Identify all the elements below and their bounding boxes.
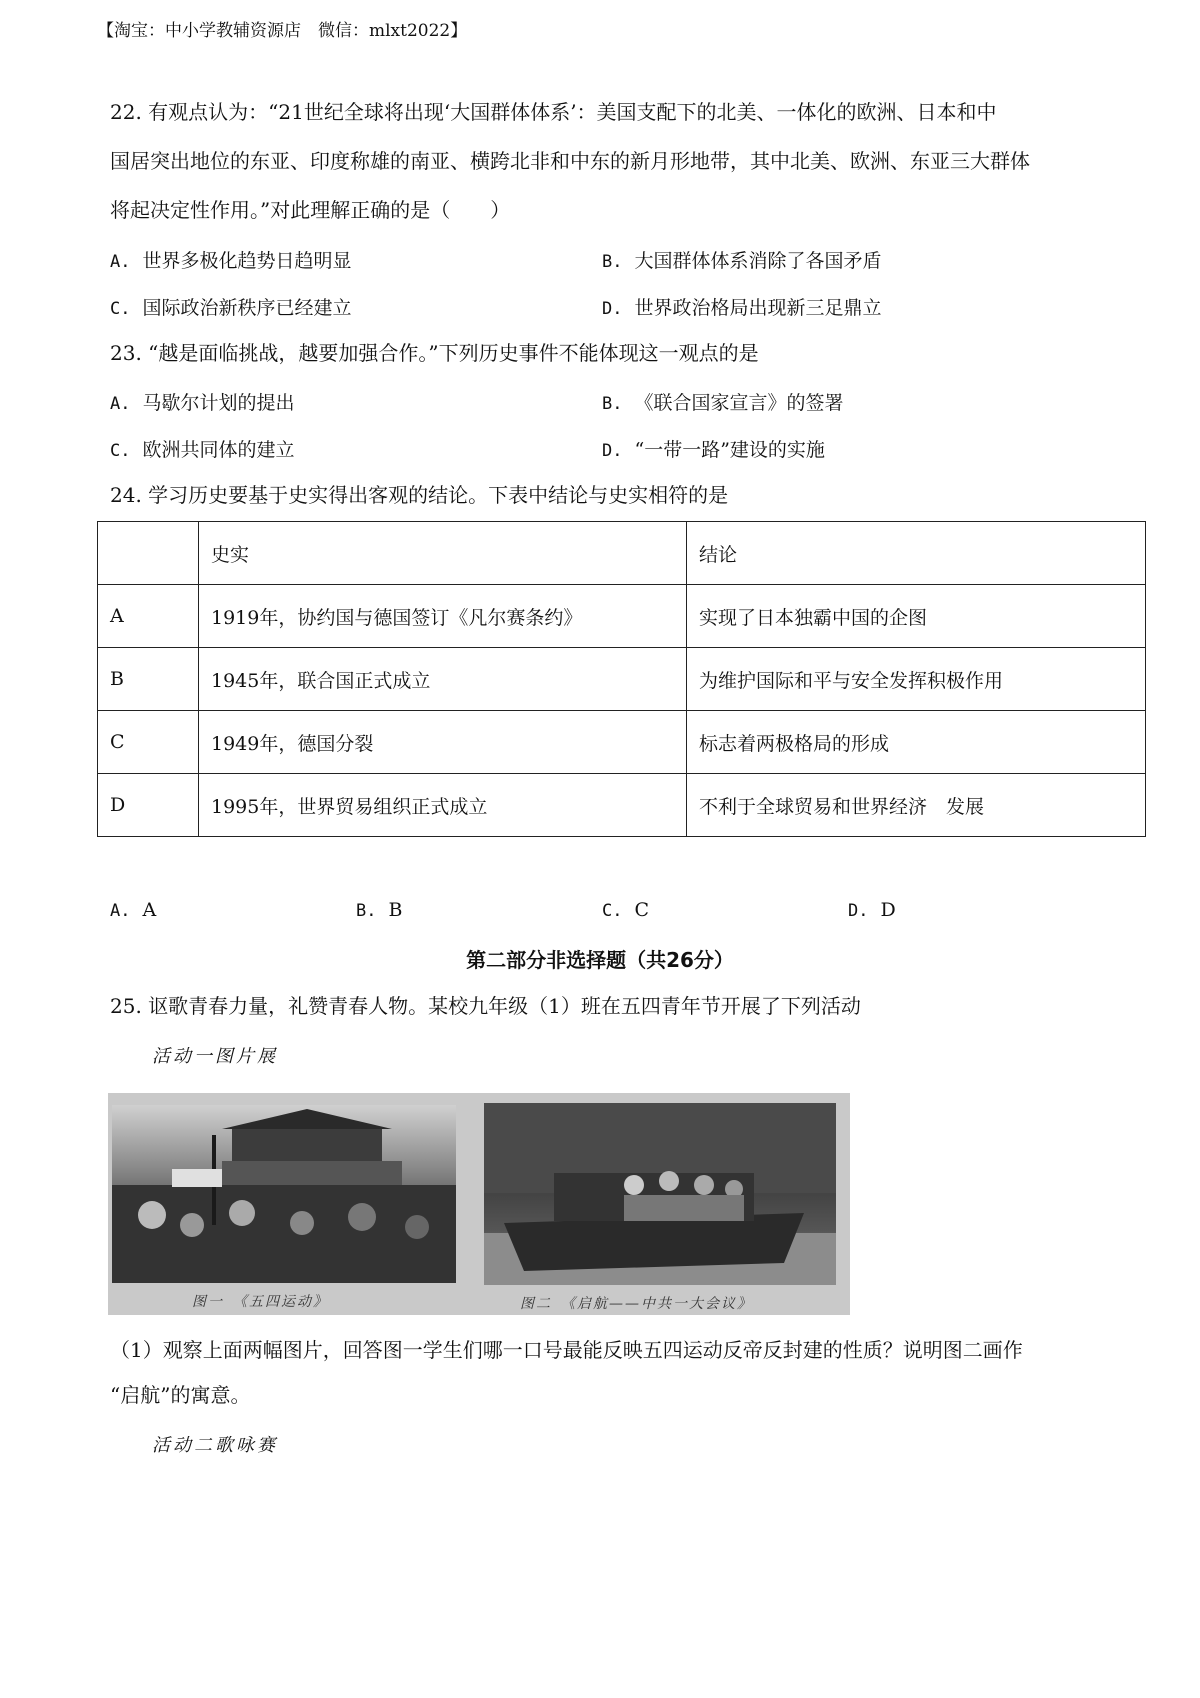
option-text: B [388,899,403,921]
table-cell: 1949年，德国分裂 [199,711,687,774]
option-text: 马歇尔计划的提出 [142,392,295,414]
option-letter: B. [356,901,377,921]
option-letter: A. [110,252,131,272]
option-letter: D. [602,441,623,461]
may-fourth-painting-image [112,1105,456,1283]
option-letter: B. [602,394,623,414]
option-text: 世界多极化趋势日趋明显 [142,250,352,272]
q22-option-d [602,293,882,320]
photo-caption-2: 图二 《启航——中共一大会议》 [520,1296,753,1312]
q24-line: 24. 学习历史要基于史实得出客观的结论。下表中结论与史实相符的是 [110,483,729,507]
q22-option-a [110,246,352,273]
q23-option-b [602,388,844,415]
option-letter: D. [602,299,623,319]
q24-option-b [356,899,402,921]
option-text: “一带一路”建设的实施 [634,439,825,461]
qihang-painting-image [484,1103,836,1285]
table-row [98,774,1146,837]
q22-line-1: 22. 有观点认为：“21世纪全球将出现‘大国群体体系’：美国支配下的北美、一体化的欧洲、日本和中 [110,100,997,124]
q24-option-d [848,899,896,921]
option-text: A [142,899,157,921]
q25-sub1-line-2: “启航”的寓意。 [110,1383,251,1407]
q25-line: 25. 讴歌青春力量，礼赞青春人物。某校九年级（1）班在五四青年节开展了下列活动 [110,994,861,1018]
photo-strip [108,1093,850,1315]
option-text: 《联合国家宣言》的签署 [634,392,844,414]
option-text: D [880,899,896,921]
table-row [98,648,1146,711]
facts-table [97,521,1146,837]
option-letter: A. [110,394,131,414]
table-cell: 不利于全球贸易和世界经济 发展 [687,774,1146,837]
q23-option-d [602,435,825,462]
table-cell: 标志着两极格局的形成 [687,711,1146,774]
table-cell: A [98,585,199,648]
photo-caption-1: 图一 《五四运动》 [192,1294,329,1310]
table-header-cell: 史实 [199,522,687,585]
activity-1-title: 活动一图片展 [152,1046,278,1067]
q22-option-c [110,293,352,320]
q22-option-b [602,246,882,273]
section-title: 第二部分非选择题（共26分） [466,948,734,972]
q24-option-c [602,899,649,921]
header-note: 【淘宝：中小学教辅资源店 微信：mlxt2022】 [97,21,468,41]
q23-option-a [110,388,295,415]
table-cell: B [98,648,199,711]
option-text: 欧洲共同体的建立 [142,439,295,461]
table-cell: 为维护国际和平与安全发挥积极作用 [687,648,1146,711]
q22-line-3: 将起决定性作用。”对此理解正确的是（ ） [110,198,511,222]
option-text: 国际政治新秩序已经建立 [142,297,352,319]
option-text: C [634,899,650,921]
table-cell: 实现了日本独霸中国的企图 [687,585,1146,648]
q24-option-a [110,899,156,921]
table-row [98,585,1146,648]
option-letter: D. [848,901,869,921]
q22-line-2: 国居突出地位的东亚、印度称雄的南亚、横跨北非和中东的新月形地带，其中北美、欧洲、东亚三大群体 [110,149,1030,173]
table-cell: 1995年，世界贸易组织正式成立 [199,774,687,837]
table-cell: C [98,711,199,774]
table-cell: D [98,774,199,837]
option-letter: C. [602,901,623,921]
option-text: 世界政治格局出现新三足鼎立 [634,297,882,319]
table-cell: 1945年，联合国正式成立 [199,648,687,711]
table-header-row [98,522,1146,585]
option-letter: B. [602,252,623,272]
activity-2-title: 活动二歌咏赛 [152,1435,278,1456]
table-header-cell [98,522,199,585]
table-cell: 1919年，协约国与德国签订《凡尔赛条约》 [199,585,687,648]
table-row [98,711,1146,774]
q23-option-c [110,435,295,462]
q23-line: 23. “越是面临挑战，越要加强合作。”下列历史事件不能体现这一观点的是 [110,341,759,365]
option-letter: A. [110,901,131,921]
option-letter: C. [110,299,131,319]
table-header-cell: 结论 [687,522,1146,585]
option-text: 大国群体体系消除了各国矛盾 [634,250,882,272]
q25-sub1-line-1: （1）观察上面两幅图片，回答图一学生们哪一口号最能反映五四运动反帝反封建的性质？说明图二画作 [110,1338,1023,1362]
option-letter: C. [110,441,131,461]
